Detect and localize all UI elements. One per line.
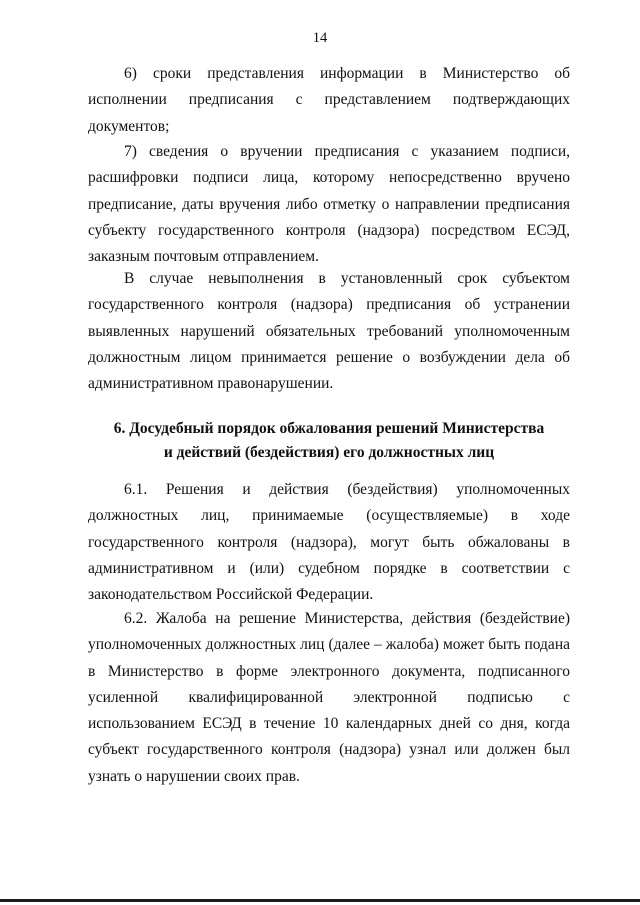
paragraph-6-2: 6.2. Жалоба на решение Министерства, действия (бездействие) уполномоченных должностных лиц (далее – жалоба) может быть подана в Министерство в форме электронного документа, подписанного усиленной квалифицированной электронной подписью с использованием ЕСЭД в течение 10 календарных дней со дня, когда субъект государственного контроля (надзора) узнал или должен был узнать о нарушении своих прав. (88, 610, 570, 785)
bottom-edge-line (0, 899, 640, 902)
paragraph-item-6: 6) сроки представления информации в Министерство об исполнении предписания с представлением подтверждающих документов; (88, 65, 570, 135)
section-heading-line-1: 6. Досудебный порядок обжалования решений Министерства (113, 420, 545, 437)
page-number: 14 (312, 30, 328, 46)
paragraph-item-7: 7) сведения о вручении предписания с указанием подписи, расшифровки подписи лица, которому непосредственно вручено предписание, даты вручения либо отметку о направлении предписания субъекту государственного контроля (надзора) посредством ЕСЭД, заказным почтовым отправлением. (88, 143, 570, 266)
section-heading (88, 417, 570, 465)
section-heading-line-2: и действий (бездействия) его должностных лиц (163, 444, 495, 461)
paragraph-failure-to-comply: В случае невыполнения в установленный срок субъектом государственного контроля (надзора) предписания об устранении выявленных нарушений обязательных требований уполномоченным должностным лицом принимается решение о возбуждении дела об административном правонарушении. (88, 270, 570, 393)
paragraph-6-1: 6.1. Решения и действия (бездействия) уполномоченных должностных лиц, принимаемые (осуществляемые) в ходе государственного контроля (надзора), могут быть обжалованы в административном и (или) судебном порядке в соответствии с законодательством Российской Федерации. (88, 481, 570, 604)
